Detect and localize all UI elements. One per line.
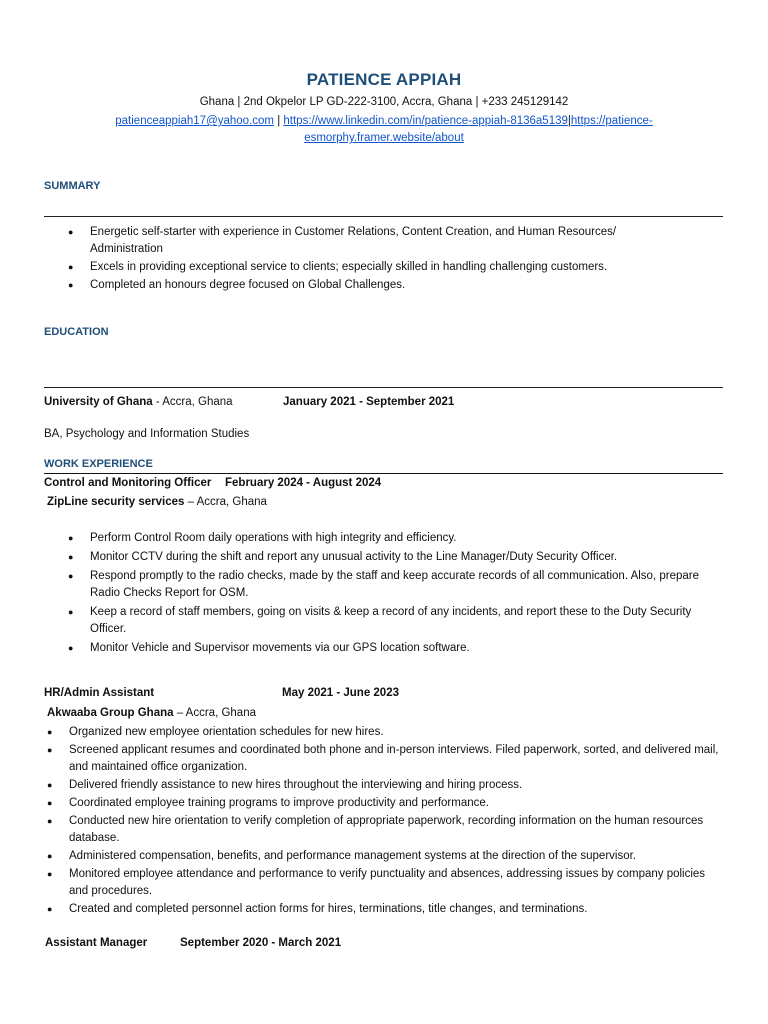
list-item: ● Conducted new hire orientation to verify completion of appropriate paperwork, recording information on the human resources database. [47,815,704,844]
list-item: ● Monitored employee attendance and performance to verify punctuality and absences, addressing issues by company policies and procedures. [47,868,706,897]
education-school-line [44,394,233,411]
education-dates: January 2021 - September 2021 [283,396,455,408]
work-experience-heading: WORK EXPERIENCE [44,458,153,470]
summary-list [68,224,630,294]
link-separator: | [567,115,571,127]
section-divider [44,473,723,474]
list-item: ● Created and completed personnel action forms for hires, terminations, title changes, and terminations. [47,903,588,915]
list-item: ● Monitor CCTV during the shift and report any unusual activity to the Line Manager/Duty Security Officer. [68,551,618,563]
list-item: ● Monitor Vehicle and Supervisor movements via our GPS location software. [68,642,470,654]
list-item: ● Perform Control Room daily operations with high integrity and efficiency. [68,532,457,544]
list-item: ● Administered compensation, benefits, and performance management systems at the direction of the supervisor. [47,850,636,862]
job-title: Control and Monitoring Officer [44,477,212,489]
list-item: ● Delivered friendly assistance to new hires throughout the interviewing and hiring process. [47,779,523,791]
list-item: ● Energetic self-starter with experience in Customer Relations, Content Creation, and Human Resources/ Administration [68,226,617,255]
section-divider [44,216,723,217]
job-duties-list [68,530,710,657]
company-name: Akwaaba Group Ghana [47,707,174,719]
school-location: - Accra, Ghana [152,396,233,408]
linkedin-link[interactable]: https://www.linkedin.com/in/patience-appiah-8136a5139 [283,115,568,127]
job-dates: September 2020 - March 2021 [180,937,342,949]
degree: BA, Psychology and Information Studies [44,428,250,440]
school-name: University of Ghana [44,396,153,408]
list-item: ● Screened applicant resumes and coordinated both phone and in-person interviews. Filed paperwork, sorted, and delivered mail, and maintained office organization. [47,744,719,773]
job-dates: February 2024 - August 2024 [225,477,382,489]
list-item: ● Excels in providing exceptional service to clients; especially skilled in handling challenging customers. [68,261,608,273]
link-separator: | [274,115,284,127]
job-dates: May 2021 - June 2023 [282,687,399,699]
company-location: – Accra, Ghana [173,707,256,719]
list-item: ● Organized new employee orientation schedules for new hires. [47,726,384,738]
list-item: ● Completed an honours degree focused on Global Challenges. [68,279,406,291]
contact-line: Ghana | 2nd Okpelor LP GD-222-3100, Accra, Ghana | +233 245129142 [199,96,569,108]
job-company-line [47,705,256,722]
company-location: – Accra, Ghana [184,496,267,508]
email-link[interactable]: patienceappiah17@yahoo.com [115,115,274,127]
job-company-line [47,494,267,511]
job-duties-list [47,724,725,918]
job-title: Assistant Manager [45,937,148,949]
company-name: ZipLine security services [47,496,185,508]
website-link[interactable]: https://patience-esmorphy.framer.website/about [304,115,653,144]
list-item: ● Keep a record of staff members, going on visits & keep a record of any incidents, and report these to the Duty Security Officer. [68,606,692,635]
links-line [100,113,668,147]
education-heading: EDUCATION [44,326,109,338]
list-item: ● Respond promptly to the radio checks, made by the staff and keep accurate records of all communication. Also, prepare Radio Checks Report for OSM. [68,570,699,599]
summary-heading: SUMMARY [44,180,101,192]
section-divider [44,387,723,388]
job-title: HR/Admin Assistant [44,687,155,699]
list-item: ● Coordinated employee training programs to improve productivity and performance. [47,797,489,809]
candidate-name: PATIENCE APPIAH [306,70,462,89]
